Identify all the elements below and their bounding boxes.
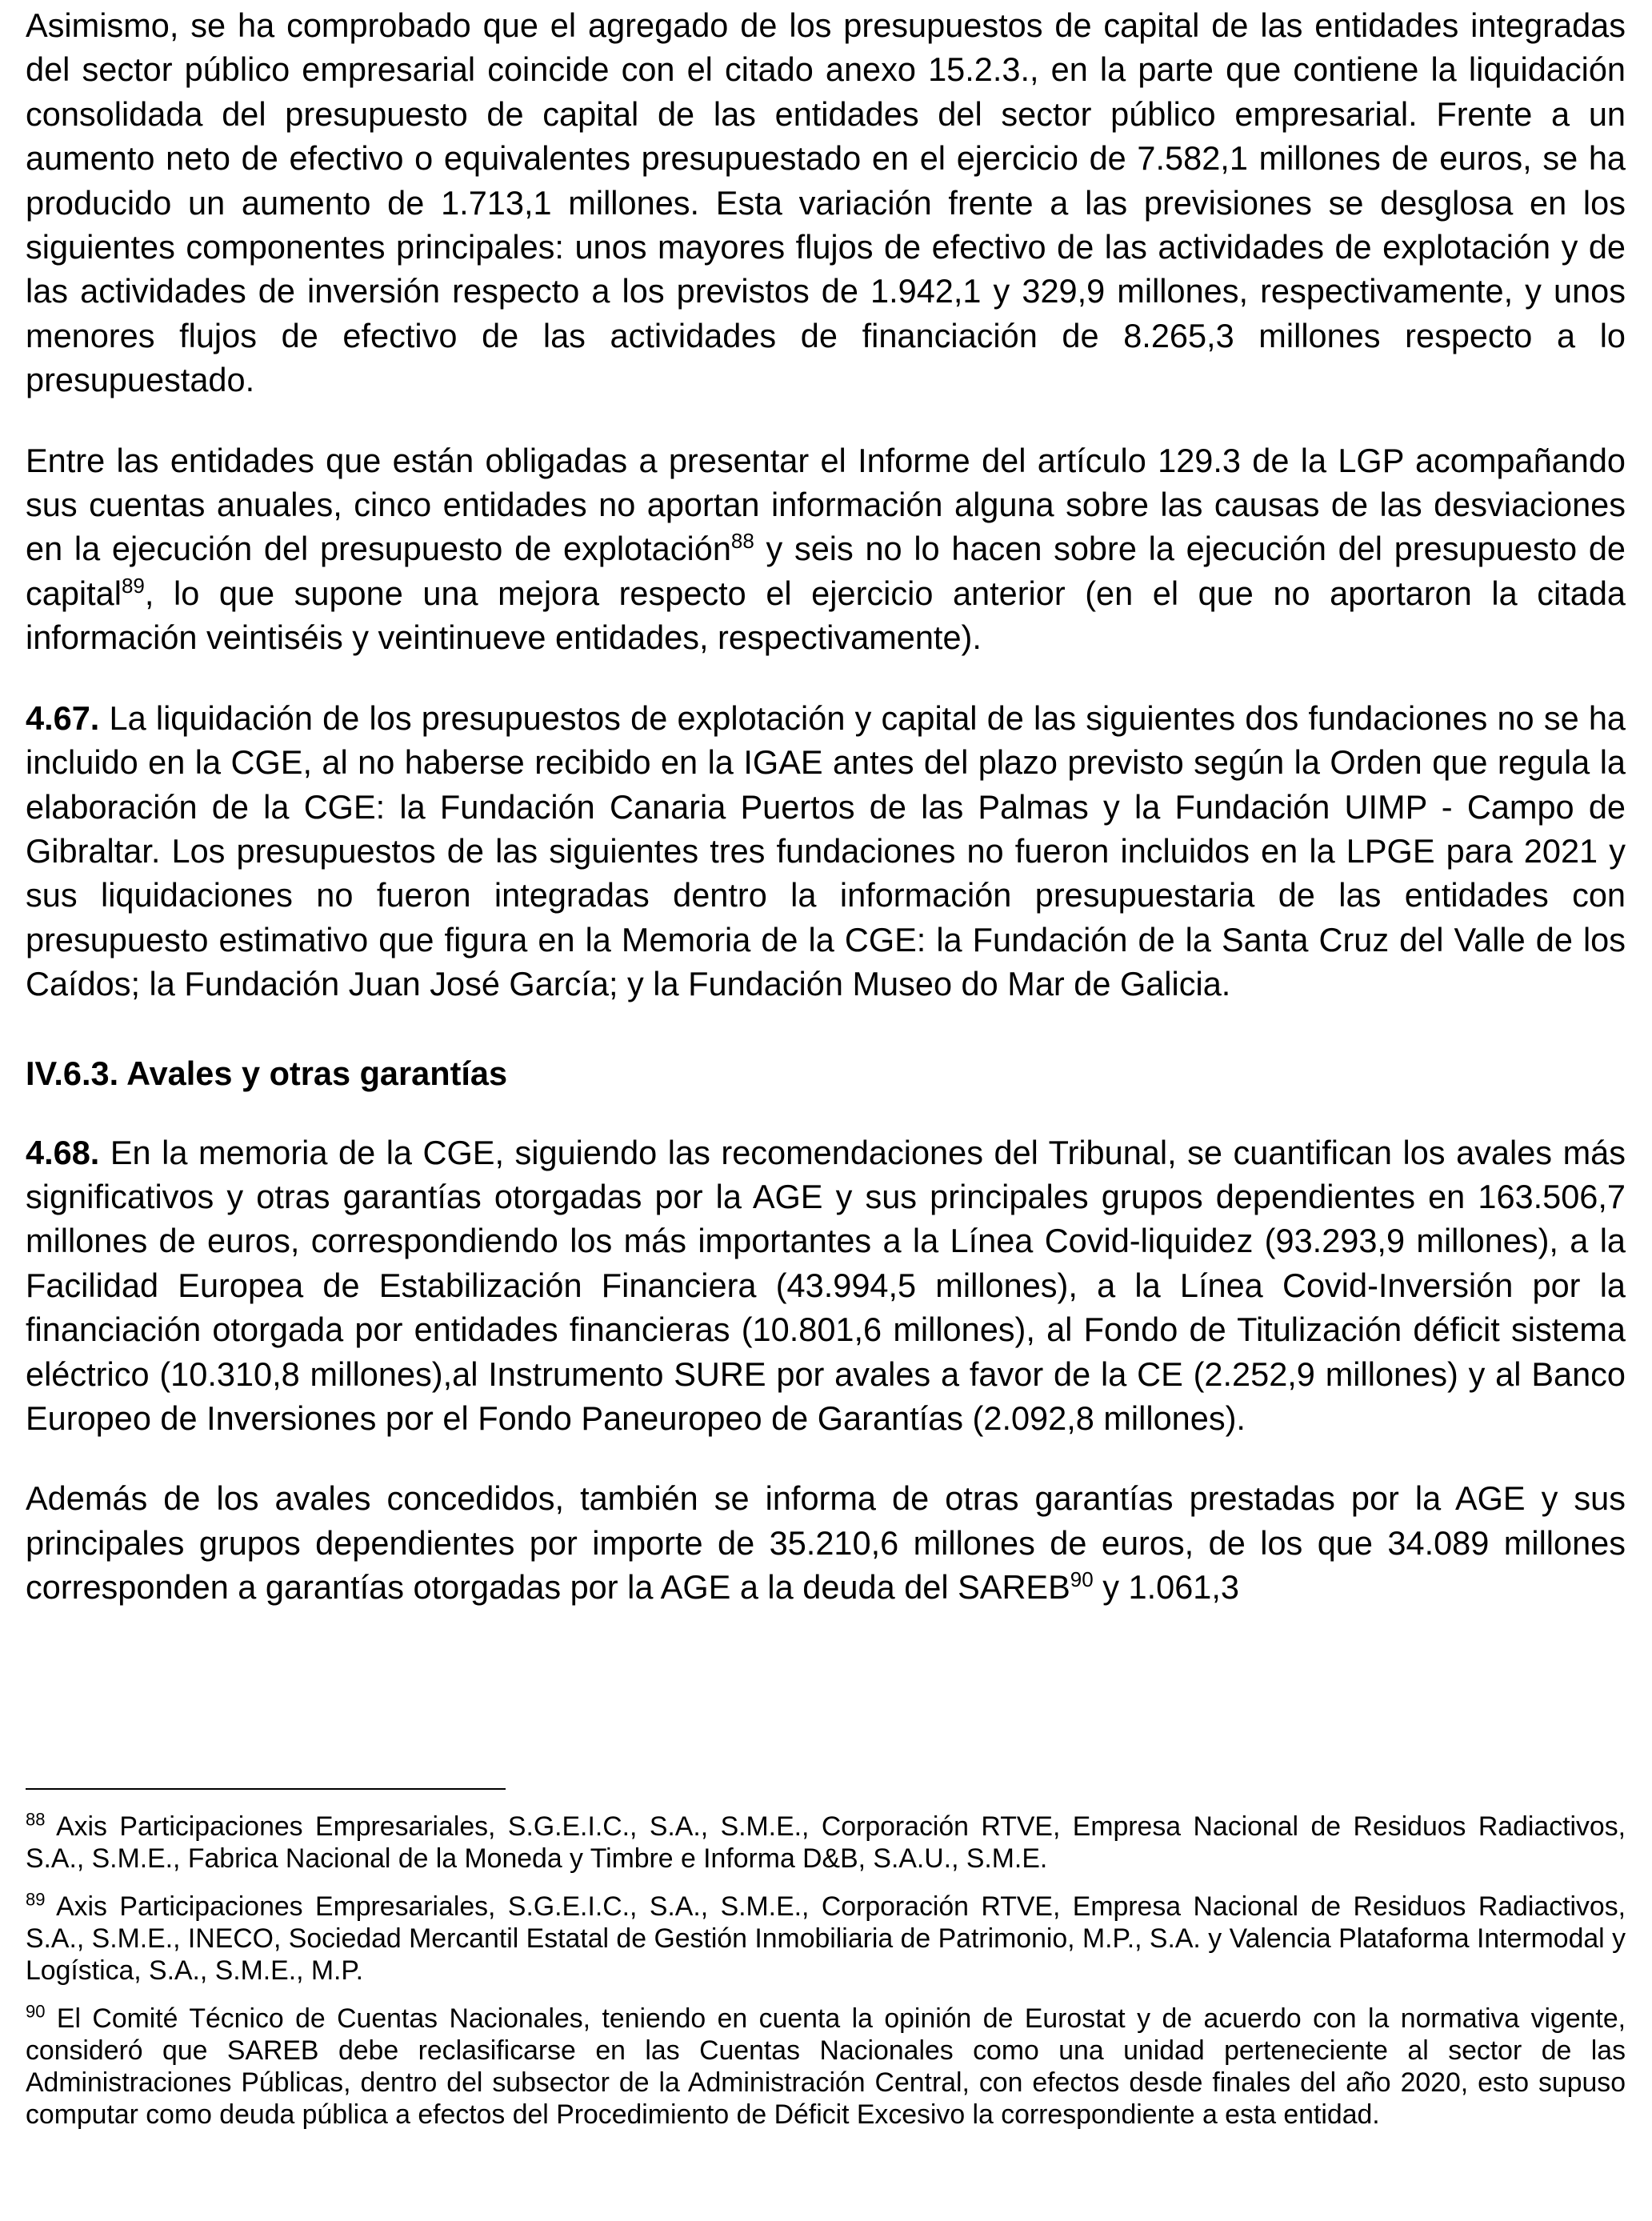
footnote-89 <box>26 1891 1626 1987</box>
footnote-88 <box>26 1811 1626 1875</box>
footnote-text: El Comité Técnico de Cuentas Nacionales, teniendo en cuenta la opinión de Eurostat y de acuerdo con la normativa vigente, consideró que SAREB debe reclasificarse en las Cuentas Nacionales como una unidad perteneciente al sector de las Administraciones Públicas, dentro del subsector de la Administración Central, con efectos desde finales del año 2020, esto supuso computar como deuda pública a efectos del Procedimiento de Déficit Excesivo la correspondiente a esta entidad. <box>26 2003 1626 2130</box>
paragraph-text: En la memoria de la CGE, siguiendo las recomendaciones del Tribunal, se cuantifican los avales más significativos y otras garantías otorgadas por la AGE y sus principales grupos dependientes en 163.506,7 millones de euros, correspondiendo los más importantes a la Línea Covid-liquidez (93.293,9 millones), a la Facilidad Europea de Estabilización Financiera (43.994,5 millones), a la Línea Covid-Inversión por la financiación otorgada por entidades financieras (10.801,6 millones), al Fondo de Titulización déficit sistema eléctrico (10.310,8 millones),al Instrumento SURE por avales a favor de la CE (2.252,9 millones) y al Banco Europeo de Inversiones por el Fondo Paneuropeo de Garantías (2.092,8 millones). <box>26 1133 1626 1437</box>
paragraph-text: y 1.061,3 <box>1093 1568 1239 1607</box>
footnote-ref-89[interactable]: 89 <box>121 574 145 598</box>
paragraph-informe-129-3 <box>26 438 1626 660</box>
footnote-ref-90[interactable]: 90 <box>1070 1567 1094 1592</box>
paragraph-text: y seis no lo hacen sobre la ejecución del presupuesto de capital <box>26 530 1626 612</box>
paragraph-4-68 <box>26 1131 1626 1441</box>
paragraph-text: Entre las entidades que están obligadas a presentar el Informe del artículo 129.3 de la LGP acompañando sus cuentas anuales, cinco entidades no aportan información alguna sobre las causas de las desviaciones en la ejecución del presupuesto de explotación <box>26 441 1626 568</box>
footnote-separator <box>26 1788 506 1790</box>
paragraph-text: Asimismo, se ha comprobado que el agregado de los presupuestos de capital de las entidades integradas del sector público empresarial coincide con el citado anexo 15.2.3., en la parte que contiene la liquidación consolidada del presupuesto de capital de las entidades del sector público empresarial. Frente a un aumento neto de efectivo o equivalentes presupuestado en el ejercicio de 7.582,1 millones de euros, se ha producido un aumento de 1.713,1 millones. Esta variación frente a las previsiones se desglosa en los siguientes componentes principales: unos mayores flujos de efectivo de las actividades de explotación y de las actividades de inversión respecto a los previstos de 1.942,1 y 329,9 millones, respectivamente, y unos menores flujos de efectivo de las actividades de financiación de 8.265,3 millones respecto a lo presupuestado. <box>26 6 1626 399</box>
footnotes-section <box>26 1811 1626 2131</box>
footnote-90 <box>26 2003 1626 2131</box>
footnote-text: Axis Participaciones Empresariales, S.G.E.I.C., S.A., S.M.E., Corporación RTVE, Empresa Nacional de Residuos Radiactivos, S.A., S.M.E., Fabrica Nacional de la Moneda y Timbre e Informa D&B, S.A.U., S.M.E. <box>26 1811 1626 1874</box>
paragraph-text: , lo que supone una mejora respecto el ejercicio anterior (en el que no aportaron la citada información veintiséis y veintinueve entidades, respectivamente). <box>26 574 1626 657</box>
paragraph-other-guarantees <box>26 1476 1626 1609</box>
paragraph-number: 4.68. <box>26 1133 100 1171</box>
footnote-number: 88 <box>26 1809 46 1830</box>
footnote-text: Axis Participaciones Empresariales, S.G.E.I.C., S.A., S.M.E., Corporación RTVE, Empresa Nacional de Residuos Radiactivos, S.A., S.M.E., INECO, Sociedad Mercantil Estatal de Gestión Inmobiliaria de Patrimonio, M.P., S.A. y Valencia Plataforma Intermodal y Logística, S.A., S.M.E., M.P. <box>26 1891 1626 1986</box>
footnote-number: 90 <box>26 2001 46 2022</box>
paragraph-text: La liquidación de los presupuestos de explotación y capital de las siguientes dos fundaciones no se ha incluido en la CGE, al no haberse recibido en la IGAE antes del plazo previsto según la Orden que regula la elaboración de la CGE: la Fundación Canaria Puertos de las Palmas y la Fundación UIMP - Campo de Gibraltar. Los presupuestos de las siguientes tres fundaciones no fueron incluidos en la LPGE para 2021 y sus liquidaciones no fueron integradas dentro la información presupuestaria de las entidades con presupuesto estimativo que figura en la Memoria de la CGE: la Fundación de la Santa Cruz del Valle de los Caídos; la Fundación Juan José García; y la Fundación Museo do Mar de Galicia. <box>26 698 1626 1003</box>
footnote-ref-88[interactable]: 88 <box>730 529 754 554</box>
paragraph-capital-budget-aggregate <box>26 3 1626 402</box>
paragraph-4-67 <box>26 696 1626 1006</box>
section-heading: IV.6.3. Avales y otras garantías <box>26 1054 508 1092</box>
footnote-number: 89 <box>26 1889 46 1910</box>
document-body <box>26 0 1626 1610</box>
paragraph-number: 4.67. <box>26 698 100 737</box>
paragraph-text: Además de los avales concedidos, también se informa de otras garantías prestadas por la AGE y sus principales grupos dependientes por importe de 35.210,6 millones de euros, de los que 34.089 millones corresponden a garantías otorgadas por la AGE a la deuda del SAREB <box>26 1479 1626 1607</box>
